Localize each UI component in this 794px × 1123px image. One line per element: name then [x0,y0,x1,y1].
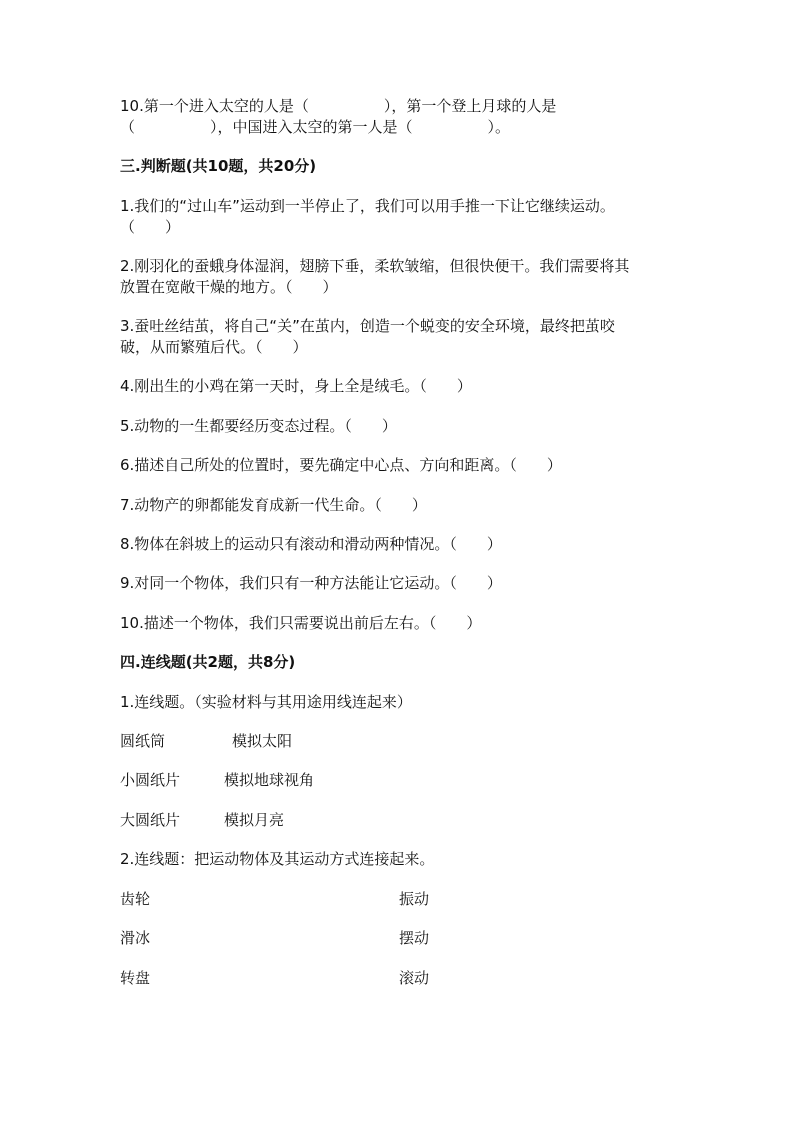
match-q2-left-item: 齿轮 [120,890,151,908]
judge-q7: 7.动物产的卵都能发育成新一代生命。（ ） [120,496,427,514]
match-q1-title: 1.连线题。（实验材料与其用途用线连起来） [120,693,412,711]
judge-q3-line2: 破，从而繁殖后代。（ ） [120,338,308,356]
judge-q2-line2: 放置在宽敞干燥的地方。（ ） [120,278,338,296]
match-q1-left-item: 圆纸筒 [120,732,166,750]
judge-q4: 4.刚出生的小鸡在第一天时，身上全是绒毛。（ ） [120,377,472,395]
judge-q2-line1: 2.刚羽化的蚕蛾身体湿润，翅膀下垂，柔软皱缩，但很快便干。我们需要将其 [120,257,630,275]
match-q1-left-item: 小圆纸片 [120,771,181,789]
judge-q5: 5.动物的一生都要经历变态过程。（ ） [120,417,397,435]
match-q2-right-item: 摆动 [399,929,430,947]
section4-heading: 四.连线题(共2题，共8分) [120,653,296,671]
judge-q1-line2: （ ） [120,218,181,236]
match-q2-title: 2.连线题：把运动物体及其运动方式连接起来。 [120,850,435,868]
fill-blank-q10-line1: 10.第一个进入太空的人是（ ），第一个登上月球的人是 [120,97,557,115]
match-q1-left-item: 大圆纸片 [120,811,181,829]
judge-q1-line1: 1.我们的“过山车”运动到一半停止了，我们可以用手推一下让它继续运动。 [120,197,615,215]
match-q1-right-item: 模拟地球视角 [224,771,315,789]
judge-q10: 10.描述一个物体，我们只需要说出前后左右。（ ） [120,614,482,632]
section3-heading: 三.判断题(共10题，共20分) [120,157,317,175]
match-q1-right-item: 模拟太阳 [232,732,293,750]
match-q2-left-item: 转盘 [120,969,151,987]
judge-q3-line1: 3.蚕吐丝结茧，将自己“关”在茧内，创造一个蜕变的安全环境，最终把茧咬 [120,317,615,335]
match-q1-right-item: 模拟月亮 [224,811,285,829]
judge-q8: 8.物体在斜坡上的运动只有滚动和滑动两种情况。（ ） [120,535,502,553]
judge-q9: 9.对同一个物体，我们只有一种方法能让它运动。（ ） [120,574,502,592]
judge-q6: 6.描述自己所处的位置时，要先确定中心点、方向和距离。（ ） [120,456,562,474]
match-q2-right-item: 滚动 [399,969,430,987]
match-q2-right-item: 振动 [399,890,430,908]
match-q2-left-item: 滑冰 [120,929,151,947]
fill-blank-q10-line2: （ ），中国进入太空的第一人是（ ）。 [120,118,511,136]
